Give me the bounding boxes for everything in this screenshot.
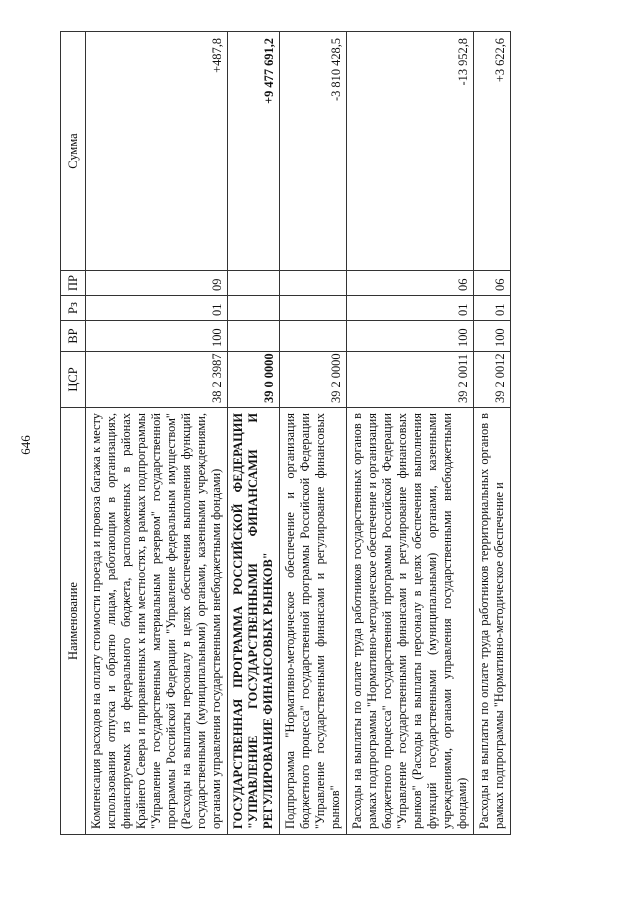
row-vr: 100 (474, 321, 511, 352)
row-vr: 100 (86, 321, 228, 352)
row-sum: +3 622,6 (474, 32, 511, 271)
header-csr: ЦСР (61, 352, 86, 408)
row-csr: 39 0 0000 (228, 352, 280, 408)
row-sum: -3 810 428,5 (280, 32, 347, 271)
row-sum: +9 477 691,2 (228, 32, 280, 271)
page-number: 646 (18, 435, 33, 455)
row-sum: +487,8 (86, 32, 228, 271)
header-sum: Сумма (61, 32, 86, 271)
row-name: Подпрограмма "Нормативно-методическое обеспечение и организация бюджетного процесса" государственной программы Российской Федерации "Управление государственными финансами и регулирование финансовых рынков" (280, 408, 347, 835)
row-pr (228, 271, 280, 296)
row-rz: 01 (86, 296, 228, 321)
header-rz: Рз (61, 296, 86, 321)
row-csr: 38 2 3987 (86, 352, 228, 408)
header-name: Наименование (61, 408, 86, 835)
table-row (347, 32, 474, 835)
row-vr: 100 (347, 321, 474, 352)
row-vr (228, 321, 280, 352)
row-pr (280, 271, 347, 296)
table-row (228, 32, 280, 835)
budget-table (60, 31, 511, 835)
table-row (474, 32, 511, 835)
row-rz: 01 (347, 296, 474, 321)
row-name: ГОСУДАРСТВЕННАЯ ПРОГРАММА РОССИЙСКОЙ ФЕДЕРАЦИИ "УПРАВЛЕНИЕ ГОСУДАРСТВЕННЫМИ ФИНАНСАМИ И РЕГУЛИРОВАНИЕ ФИНАНСОВЫХ РЫНКОВ" (228, 408, 280, 835)
row-rz (280, 296, 347, 321)
row-name: Компенсация расходов на оплату стоимости проезда и провоза багажа к месту использования отпуска и обратно лицам, работающим в организациях, финансируемых из федерального бюджета, расположенных в районах Крайнего Севера и приравненных к ним местностях, в рамках подпрограммы "Управление государственным материальным резервом" государственной программы Российской Федерации "Управление федеральным имуществом" (Расходы на выплаты персоналу в целях обеспечения выполнения функций государственными (муниципальными) органами, казенными учреждениями, органами управления государственными внебюджетными фондами) (86, 408, 228, 835)
row-pr: 06 (347, 271, 474, 296)
row-csr: 39 2 0012 (474, 352, 511, 408)
table-header-row (61, 32, 86, 835)
row-rz: 01 (474, 296, 511, 321)
row-pr: 06 (474, 271, 511, 296)
row-rz (228, 296, 280, 321)
row-pr: 09 (86, 271, 228, 296)
header-pr: ПР (61, 271, 86, 296)
row-name: Расходы на выплаты по оплате труда работников территориальных органов в рамках подпрограммы "Нормативно-методическое обеспечение и (474, 408, 511, 835)
row-csr: 39 2 0000 (280, 352, 347, 408)
row-csr: 39 2 0011 (347, 352, 474, 408)
row-sum: -13 952,8 (347, 32, 474, 271)
row-vr (280, 321, 347, 352)
table-row (280, 32, 347, 835)
row-name: Расходы на выплаты по оплате труда работников государственных органов в рамках подпрограммы "Нормативно-методическое обеспечение и организация бюджетного процесса" государственной программы Российской Федерации "Управление государственными финансами и регулирование финансовых рынков" (Расходы на выплаты персоналу в целях обеспечения выполнения функций государственными (муниципальными) органами, казенными учреждениями, органами управления государственными внебюджетными фондами) (347, 408, 474, 835)
table-row (86, 32, 228, 835)
header-vr: ВР (61, 321, 86, 352)
